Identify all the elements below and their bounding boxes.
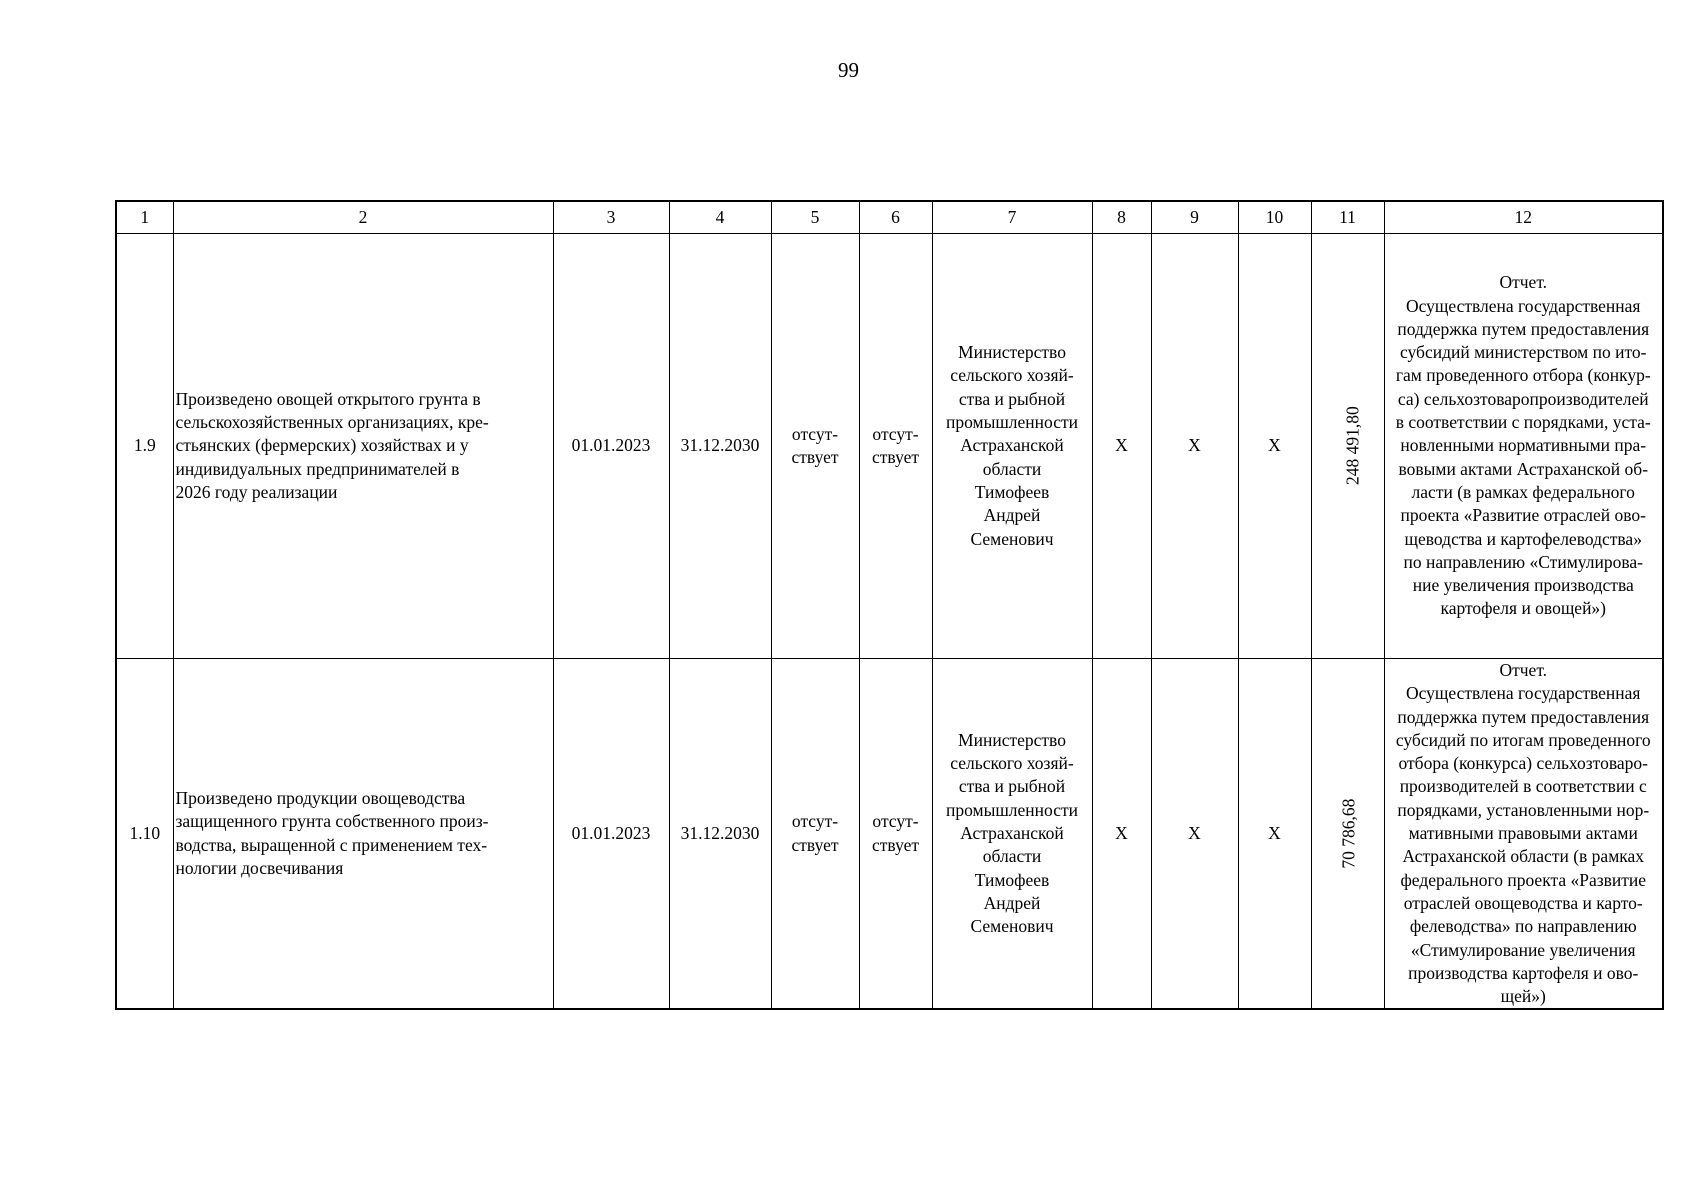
amount-value: 248 491,80 [1342,406,1363,486]
col5-value: отсут- ствует [771,659,859,1010]
table-header-row [116,201,1663,234]
activities-table [115,200,1664,1010]
header-cell: 3 [553,201,669,234]
header-cell: 10 [1238,201,1311,234]
row-description: Произведено овощей открытого грунта в сельскохозяйственных организациях, кре- стьянских (фермерских) хозяйствах и у индивидуальных предпринимателей в 2026 году реализации [173,234,553,659]
header-cell: 8 [1092,201,1151,234]
start-date: 01.01.2023 [553,659,669,1010]
col10-value: X [1238,659,1311,1010]
table-row [116,234,1663,659]
row-number: 1.9 [116,234,173,659]
table-row [116,659,1663,1010]
row-description: Произведено продукции овощеводства защищенного грунта собственного произ- водства, выращенной с применением тех- нологии досвечивания [173,659,553,1010]
amount-cell [1311,659,1384,1010]
col10-value: X [1238,234,1311,659]
col9-value: X [1151,234,1238,659]
page-number: 99 [838,58,859,82]
col6-value: отсут- ствует [859,659,932,1010]
report-text: Отчет. Осуществлена государственная поддержка путем предоставления субсидий по итогам проведенного отбора (конкурса) сельхозтоваро- производителей в соответствии с порядками, установленными нор- мативными правовыми актами Астраханской области (в рамках федерального проекта «Развитие отраслей овощеводства и карто- фелеводства» по направлению «Стимулирование увеличения производства картофеля и ово- щей») [1384,659,1663,1010]
header-cell: 7 [932,201,1092,234]
header-cell: 4 [669,201,771,234]
col8-value: X [1092,659,1151,1010]
header-cell: 9 [1151,201,1238,234]
col5-value: отсут- ствует [771,234,859,659]
report-text: Отчет. Осуществлена государственная поддержка путем предоставления субсидий министерством по ито- гам проведенного отбора (конкур- са) сельхозтоваропроизводителей в соответствии с порядками, уста- новленными нормативными пра- вовыми актами Астраханской об- ласти (в рамках федерального проекта «Развитие отраслей ово- щеводства и картофелеводства» по направлению «Стимулирова- ние увеличения производства картофеля и овощей») [1384,234,1663,659]
col8-value: X [1092,234,1151,659]
row-number: 1.10 [116,659,173,1010]
amount-value: 70 786,68 [1337,798,1358,869]
col6-value: отсут- ствует [859,234,932,659]
col9-value: X [1151,659,1238,1010]
responsible-executor: Министерство сельского хозяй- ства и рыбной промышленности Астраханской области Тимофеев Андрей Семенович [932,234,1092,659]
amount-cell [1311,234,1384,659]
header-cell: 6 [859,201,932,234]
start-date: 01.01.2023 [553,234,669,659]
header-cell: 1 [116,201,173,234]
end-date: 31.12.2030 [669,234,771,659]
header-cell: 11 [1311,201,1384,234]
header-cell: 5 [771,201,859,234]
header-cell: 2 [173,201,553,234]
header-cell: 12 [1384,201,1663,234]
end-date: 31.12.2030 [669,659,771,1010]
responsible-executor: Министерство сельского хозяй- ства и рыбной промышленности Астраханской области Тимофеев Андрей Семенович [932,659,1092,1010]
